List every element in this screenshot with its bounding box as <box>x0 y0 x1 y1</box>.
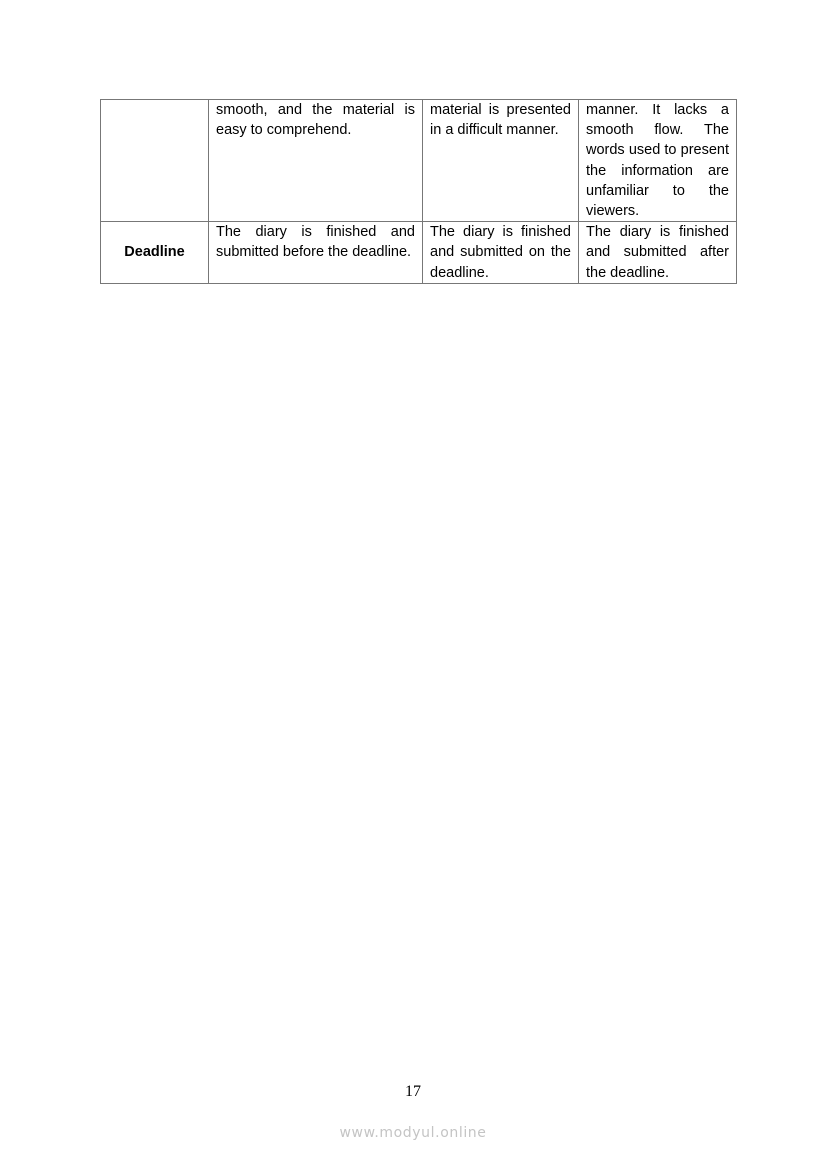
table-row <box>101 100 737 222</box>
good-cell: The diary is finished and submitted on the deadline. <box>423 222 579 284</box>
page-number: 17 <box>405 1083 421 1100</box>
good-cell: material is presented in a difficult manner. <box>423 100 579 222</box>
criterion-cell <box>101 100 209 222</box>
excellent-cell: smooth, and the material is easy to comprehend. <box>209 100 423 222</box>
table-row <box>101 222 737 284</box>
needs-improvement-cell: The diary is finished and submitted after the deadline. <box>579 222 737 284</box>
criterion-cell: Deadline <box>101 222 209 284</box>
excellent-cell: The diary is finished and submitted before the deadline. <box>209 222 423 284</box>
needs-improvement-cell: manner. It lacks a smooth flow. The words used to present the information are unfamiliar to the viewers. <box>579 100 737 222</box>
watermark: www.modyul.online <box>339 1125 487 1141</box>
rubric-table <box>100 99 737 284</box>
